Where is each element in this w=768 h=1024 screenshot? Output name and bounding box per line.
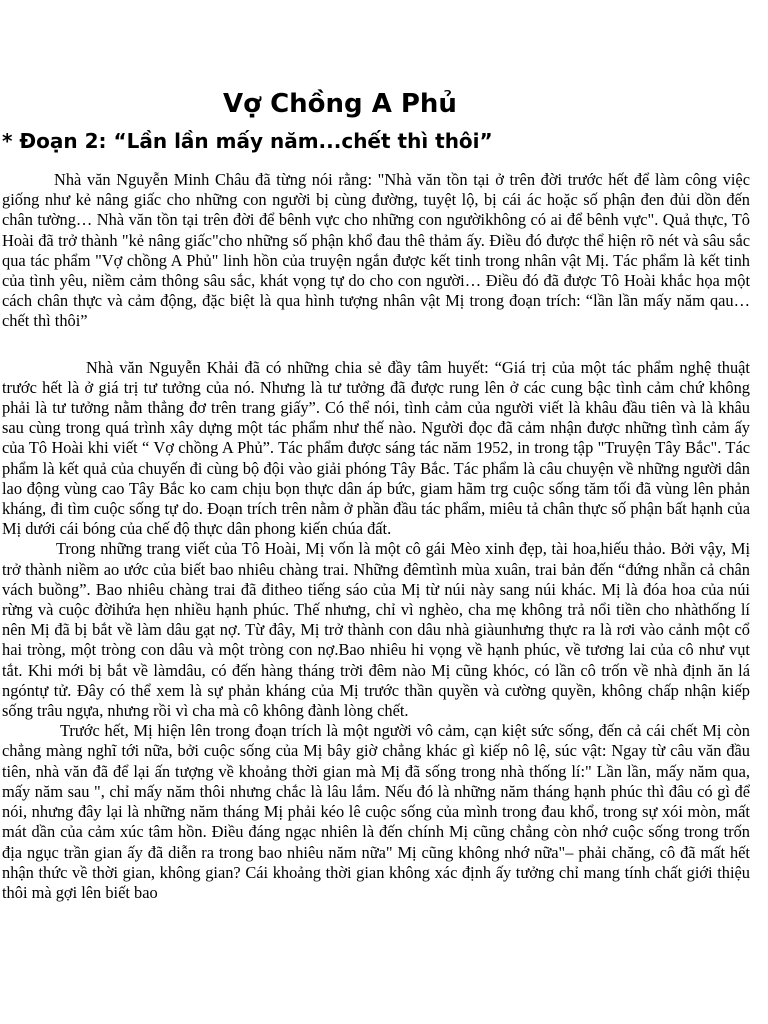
paragraph-analysis: Trước hết, Mị hiện lên trong đoạn trích là một người vô cảm, cạn kiệt sức sống, đến cả cái chết Mị còn chẳng màng nghĩ tới nữa, bởi cuộc sống của Mị bây giờ chẳng khác gì kiếp nô lệ, súc vật: Ngay từ câu văn đầu tiên, nhà văn đã để lại ấn tượng về khoảng thời gian mà Mị đã sống trong nhà thống lí:" Lần lần, mấy năm qua, mấy năm sau ", chỉ mấy năm thôi nhưng chắc là lâu lắm. Nếu đó là những năm tháng hạnh phúc thì đâu có gì để nói, nhưng đây lại là những năm tháng Mị phải kéo lê cuộc sống của mình trong đau khổ, trong sự xói mòn, mất mát dần của cảm xúc tâm hồn. Điều đáng ngạc nhiên là đến chính Mị cũng chẳng còn nhớ cuộc sống trong trốn địa ngục trần gian ấy đã diễn ra trong bao nhiêu năm nữa" Mị cũng không nhớ nữa"– phải chăng, cô đã mất hết nhận thức về thời gian, không gian? Cái khoảng thời gian không xác định ấy tưởng chỉ mang tính chất giới thiệu thôi mà gợi lên biết bao xyxy=(2,721,750,902)
document-body xyxy=(2,170,750,903)
section-heading: * Đoạn 2: “Lần lần mấy năm...chết thì thôi” xyxy=(2,129,493,153)
paragraph-mi-background: Trong những trang viết của Tô Hoài, Mị vốn là một cô gái Mèo xinh đẹp, tài hoa,hiếu thảo. Bởi vậy, Mị trở thành niềm ao ước của biết bao nhiêu chàng trai. Những đêmtình mùa xuân, trai bản đến “đứng nhẵn cả chân vách buồng”. Bao nhiêu chàng trai đã đitheo tiếng sáo của Mị từ núi này sang núi khác. Mị là đóa hoa của núi rừng và cuộc đờihứa hẹn nhiều hạnh phúc. Thế nhưng, chỉ vì nghèo, cha mẹ không trả nổi tiền cho nhàthống lí nên Mị đã bị bắt về làm dâu gạt nợ. Từ đây, Mị trở thành con dâu nhà giàunhưng thực ra là rơi vào cảnh một cổ hai tròng, một tròng con dâu và một tròng con nợ.Bao nhiêu hi vọng về hạnh phúc, về tương lai của cô như vụt tắt. Khi mới bị bắt về làmdâu, có đến hàng tháng trời đêm nào Mị cũng khóc, có lần cô trốn về nhà định ăn lá ngóntự tử. Đây có thể xem là sự phản kháng của Mị trước thần quyền và cường quyền, không chấp nhận kiếp sống trâu ngựa, nhưng rồi vì cha mà cô không đành lòng chết. xyxy=(2,539,750,721)
paragraph-intro: Nhà văn Nguyễn Minh Châu đã từng nói rằng: "Nhà văn tồn tại ở trên đời trước hết để làm công việc giống như kẻ nâng giấc cho những con người bị cùng đường, tuyệt lộ, bị cái ác hoặc số phận đen đủi dồn đến chân tường… Nhà văn tồn tại trên đời để bênh vực cho những con ngườikhông có ai để bênh vực". Quả thực, Tô Hoài đã trở thành "kẻ nâng giấc"cho những số phận khổ đau thê thảm ấy. Điều đó được thể hiện rõ nét và sâu sắc qua tác phẩm "Vợ chồng A Phủ" linh hồn của truyện ngắn được kết tinh trong nhân vật Mị. Tác phẩm là kết tinh của tình yêu, niềm cảm thông sâu sắc, khát vọng tự do cho con người… Điều đó đã được Tô Hoài khắc họa một cách chân thực và cảm động, đặc biệt là qua hình tượng nhân vật Mị trong đoạn trích: “lần lần mấy năm qau…chết thì thôi” xyxy=(2,170,750,331)
document-title: Vợ Chồng A Phủ xyxy=(223,89,457,119)
paragraph-nguyen-khai: Nhà văn Nguyễn Khải đã có những chia sẻ đầy tâm huyết: “Giá trị của một tác phẩm nghệ thuật trước hết là ở giá trị tư tưởng của nó. Nhưng là tư tưởng đã được rung lên ở các cung bậc tình cảm chứ không phải là tư tưởng nằm thẳng đơ trên trang giấy”. Có thể nói, tình cảm của người viết là khâu đầu tiên và là khâu sau cùng trong quá trình xây dựng một tác phẩm như thế nào. Người đọc đã cảm nhận được những tình cảm ấy của Tô Hoài khi viết “ Vợ chồng A Phủ”. Tác phẩm được sáng tác năm 1952, in trong tập "Truyện Tây Bắc". Tác phẩm là kết quả của chuyến đi cùng bộ đội vào giải phóng Tây Bắc. Tác phẩm là câu chuyện về những người dân lao động vùng cao Tây Bắc ko cam chịu bọn thực dân áp bức, giam hãm trg cuộc sống tăm tối đã vùng lên phản kháng, đi tìm cuộc sống tự do. Đoạn trích trên nằm ở phần đầu tác phẩm, miêu tả chân thực số phận bất hạnh của Mị dưới cái bóng của chế độ thực dân phong kiến chúa đất. xyxy=(2,357,750,539)
